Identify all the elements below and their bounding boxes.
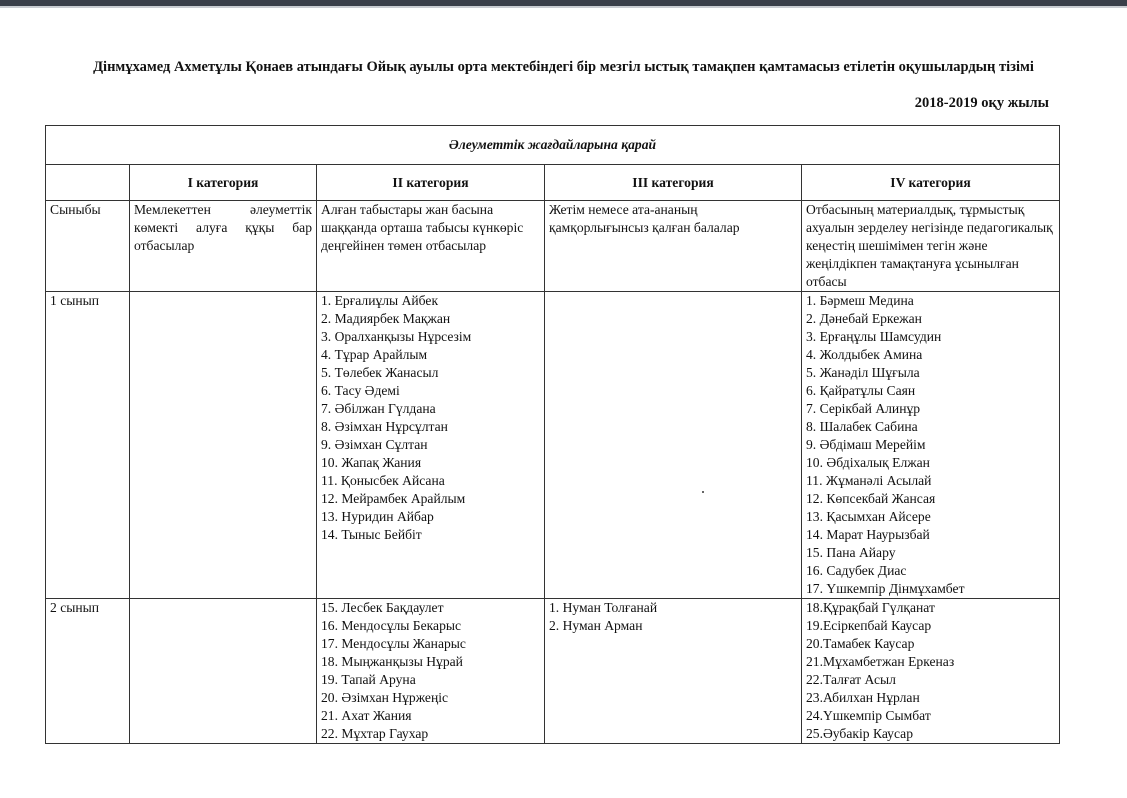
list-item: 12. Көпсекбай Жансая xyxy=(806,491,936,506)
category-4-description: Отбасының материалдық, тұрмыстық ахуалын зерделеу негізінде педагогикалық кеңестің шешімімен тегін және жеңілдікпен тамақтануға ұсынылған отбасы xyxy=(802,201,1060,292)
list-item: 19. Тапай Аруна xyxy=(321,672,416,687)
category-header-row xyxy=(46,165,1060,201)
list-item: 18.Құрақбай Гүлқанат xyxy=(806,600,935,615)
students-table xyxy=(45,125,1060,744)
category-2-header: II категория xyxy=(317,165,545,201)
list-item: 20. Әзімхан Нұржеңіс xyxy=(321,690,449,705)
class-column-label: Сыныбы xyxy=(46,201,130,292)
category-2-description: Алған табыстары жан басына шаққанда орташа табысы күнкөріс деңгейінен төмен отбасылар xyxy=(317,201,545,292)
description-row xyxy=(46,201,1060,292)
list-item: 11. Қонысбек Айсана xyxy=(321,473,445,488)
list-item: 11. Жұманәлі Асылай xyxy=(806,473,932,488)
list-item: 21.Мұхамбетжан Еркеназ xyxy=(806,654,955,669)
list-item: 10. Жапақ Жания xyxy=(321,455,422,470)
list-item: 8. Шалабек Сабина xyxy=(806,419,918,434)
list-item: 12. Мейрамбек Арайлым xyxy=(321,491,466,506)
list-item: 1. Ерғалиұлы Айбек xyxy=(321,293,439,308)
table-row xyxy=(46,292,1060,599)
list-item: 22. Мұхтар Гаухар xyxy=(321,726,429,741)
document-title: Дінмұхамед Ахметұлы Қонаев атындағы Ойық ауылы орта мектебіндегі бір мезгіл ыстық тамақпен қамтамасыз етілетін оқушылардың тізімі xyxy=(93,59,1034,75)
list-item: 16. Садубек Диас xyxy=(806,563,907,578)
list-item: 18. Мыңжанқызы Нұрай xyxy=(321,654,463,669)
list-item: 15. Лесбек Бақдаулет xyxy=(321,600,444,615)
list-item: 5. Төлебек Жанасыл xyxy=(321,365,439,380)
list-item: 17. Мендосұлы Жанарыс xyxy=(321,636,466,651)
list-item: 5. Жанәділ Шұғыла xyxy=(806,365,920,380)
list-item: 25.Әубакір Каусар xyxy=(806,726,914,741)
scan-speck xyxy=(702,491,704,493)
category-2-list xyxy=(317,599,545,744)
list-item: 3. Ерғаңұлы Шамсудин xyxy=(806,329,942,344)
list-item: 1. Бәрмеш Медина xyxy=(806,293,914,308)
main-header-cell: Әлеуметтік жағдайларына қарай xyxy=(46,126,1060,165)
category-4-list xyxy=(802,599,1060,744)
category-3-list xyxy=(545,292,802,599)
list-item: 14. Тыныс Бейбіт xyxy=(321,527,422,542)
list-item: 4. Тұрар Арайлым xyxy=(321,347,428,362)
list-item: 22.Талғат Асыл xyxy=(806,672,896,687)
list-item: 17. Үшкемпір Дінмұхамбет xyxy=(806,581,965,596)
list-item: 13. Нуридин Айбар xyxy=(321,509,434,524)
list-item: 9. Әбдімаш Мерейім xyxy=(806,437,926,452)
table-row xyxy=(46,599,1060,744)
list-item: 20.Тамабек Каусар xyxy=(806,636,915,651)
class-cell: 2 сынып xyxy=(46,599,130,744)
class-cell: 1 сынып xyxy=(46,292,130,599)
list-item: 7. Серікбай Алинұр xyxy=(806,401,921,416)
category-1-description: Мемлекеттен әлеуметтік көмекті алуға құқы бар отбасылар xyxy=(130,201,317,292)
category-3-header: III категория xyxy=(545,165,802,201)
list-item: 10. Әбдіхалық Елжан xyxy=(806,455,930,470)
category-3-description: Жетім немесе ата-ананың қамқорлығынсыз қалған балалар xyxy=(545,201,802,292)
list-item: 9. Әзімхан Сұлтан xyxy=(321,437,428,452)
list-item: 24.Үшкемпір Сымбат xyxy=(806,708,931,723)
list-item: 15. Пана Айару xyxy=(806,545,896,560)
category-1-header: I категория xyxy=(130,165,317,201)
category-3-list xyxy=(545,599,802,744)
list-item: 1. Нуман Толғанай xyxy=(549,600,658,615)
list-item: 3. Оралханқызы Нұрсезім xyxy=(321,329,472,344)
list-item: 19.Есіркепбай Каусар xyxy=(806,618,932,633)
list-item: 23.Абилхан Нұрлан xyxy=(806,690,920,705)
category-2-list xyxy=(317,292,545,599)
scan-top-edge-shadow xyxy=(0,6,1127,8)
category-4-list xyxy=(802,292,1060,599)
list-item: 2. Мадиярбек Мақжан xyxy=(321,311,451,326)
list-item: 16. Мендосұлы Бекарыс xyxy=(321,618,462,633)
list-item: 2. Нуман Арман xyxy=(549,618,643,633)
table-main-header-row xyxy=(46,126,1060,165)
list-item: 7. Әбілжан Гүлдана xyxy=(321,401,436,416)
list-item: 21. Ахат Жания xyxy=(321,708,412,723)
list-item: 8. Әзімхан Нұрсұлтан xyxy=(321,419,448,434)
list-item: 6. Қайратұлы Саян xyxy=(806,383,916,398)
list-item: 4. Жолдыбек Амина xyxy=(806,347,923,362)
category-1-list xyxy=(130,599,317,744)
category-4-header: IV категория xyxy=(802,165,1060,201)
category-1-list xyxy=(130,292,317,599)
list-item: 14. Марат Наурызбай xyxy=(806,527,930,542)
school-year: 2018-2019 оқу жылы xyxy=(914,95,1049,111)
list-item: 6. Тасу Әдемі xyxy=(321,383,400,398)
list-item: 2. Дәнебай Еркежан xyxy=(806,311,922,326)
list-item: 13. Қасымхан Айсере xyxy=(806,509,931,524)
empty-header-cell xyxy=(46,165,130,201)
